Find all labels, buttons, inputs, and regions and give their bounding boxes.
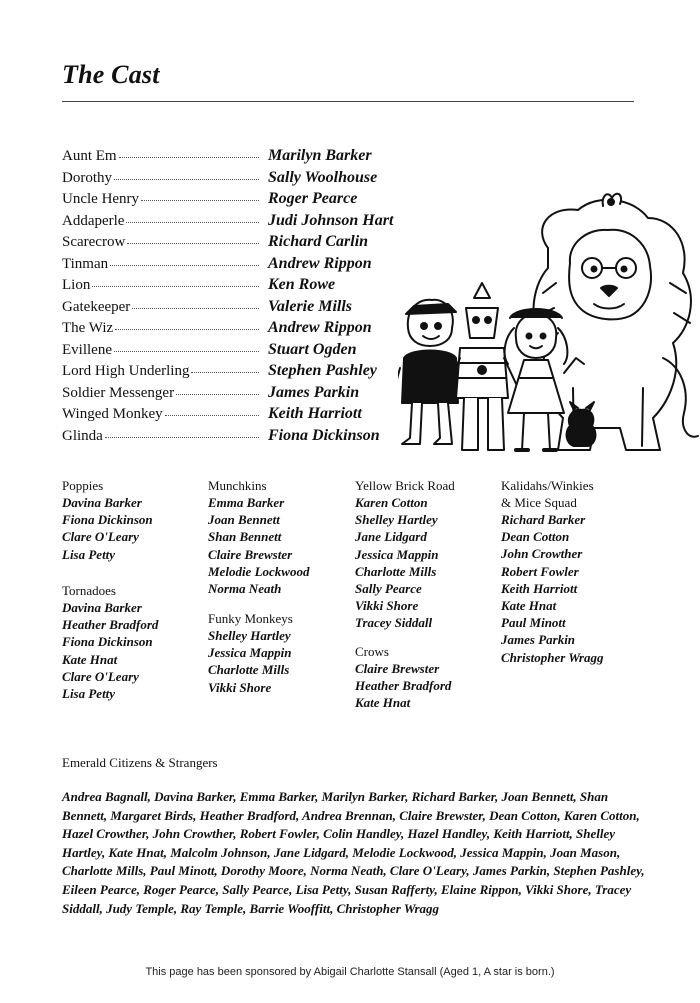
wizard-of-oz-characters-illustration [398, 188, 700, 470]
group-member: Dean Cotton [501, 529, 570, 545]
cast-role: Addaperle [62, 212, 125, 229]
cast-row [62, 298, 393, 320]
group-member: Heather Bradford [62, 617, 159, 633]
group-member: Jane Lidgard [355, 529, 427, 545]
cast-actor: Judi Johnson Hart [268, 211, 394, 229]
group-heading: Crows [355, 644, 389, 659]
cast-role: Soldier Messenger [62, 384, 175, 401]
leader-dots [115, 328, 259, 330]
group-member: John Crowther [501, 546, 583, 562]
group-member: Claire Brewster [208, 546, 293, 562]
leader-dots [126, 221, 259, 223]
group-funky-monkeys [208, 610, 293, 696]
leader-dots [105, 436, 259, 438]
cast-role: Tinman [62, 255, 109, 272]
group-member: Christopher Wragg [501, 649, 604, 665]
cast-actor: Marilyn Barker [268, 147, 372, 164]
leader-dots [114, 178, 259, 180]
group-member: Jessica Mappin [355, 546, 439, 562]
cast-actor: Fiona Dickinson [268, 426, 380, 444]
cast-actor: Ken Rowe [268, 276, 336, 293]
leader-dots [92, 285, 259, 287]
cast-row [62, 384, 393, 406]
group-member: Robert Fowler [501, 563, 579, 579]
group-heading: Tornadoes [62, 583, 116, 598]
group-heading-line2: & Mice Squad [501, 495, 577, 510]
citizens-names: Andrea Bagnall, Davina Barker, Emma Barker, Marilyn Barker, Richard Barker, Joan Bennett, Shan Bennett, Margaret Birds, Heather Bradford, Andrea Brennan, Claire Brewster, Dean Cotton, Karen Cotton, Hazel Crowther, John Crowther, Robert Fowler, Colin Handley, Hazel Handley, Keith Harriott, Shelley Hartley, Kate Hnat, Malcolm Johnson, Jane Lidgard, Melodie Lockwood, Jessica Mappin, Joan Mason, Charlotte Mills, Paul Minott, Dorothy Moore, Norma Neath, Clare O'Leary, James Parkin, Stephen Pashley, Eileen Pearce, Roger Pearce, Sally Pearce, Lisa Petty, Susan Rafferty, Elaine Rippon, Vikki Shore, Tracey Siddall, Judy Temple, Ray Temple, Barrie Wooffitt, Christopher Wragg [62, 789, 645, 916]
leader-dots [141, 199, 259, 201]
cast-role: Winged Monkey [62, 406, 163, 422]
group-heading: Munchkins [208, 478, 267, 493]
cast-row [62, 212, 393, 234]
group-member: Vikki Shore [208, 679, 272, 695]
cast-row [62, 341, 393, 363]
principal-cast-list [62, 147, 393, 448]
group-member: Shelley Hartley [208, 628, 291, 643]
group-member: Shan Bennett [208, 529, 282, 545]
group-member: Kate Hnat [355, 695, 411, 711]
cast-actor: James Parkin [268, 383, 360, 401]
leader-dots [127, 242, 259, 244]
cast-row [62, 405, 393, 427]
cast-role: Lord High Underling [62, 363, 190, 379]
cast-row [62, 276, 393, 298]
cast-actor: Andrew Rippon [268, 319, 372, 336]
group-munchkins [208, 477, 309, 597]
group-member: Davina Barker [62, 495, 142, 510]
group-member: Norma Neath [208, 581, 282, 597]
group-heading: Yellow Brick Road [355, 478, 455, 493]
group-member: Lisa Petty [62, 546, 116, 562]
group-member: Charlotte Mills [355, 563, 437, 579]
group-member: Fiona Dickinson [62, 512, 153, 528]
group-poppies [62, 477, 153, 563]
cast-role: Gatekeeper [62, 298, 131, 315]
group-member: Tracey Siddall [355, 615, 433, 631]
group-member: Richard Barker [501, 512, 586, 527]
page-title: The Cast [62, 60, 160, 89]
cast-row [62, 147, 393, 169]
leader-dots [165, 414, 259, 416]
group-heading: Kalidahs/Winkies [501, 478, 594, 493]
cast-actor: Sally Woolhouse [268, 168, 378, 186]
group-member: Emma Barker [208, 495, 285, 510]
cast-row [62, 362, 393, 384]
cast-actor: Stuart Ogden [268, 340, 357, 358]
cast-role: Uncle Henry [62, 191, 140, 207]
leader-dots [110, 264, 259, 266]
leader-dots [114, 350, 259, 352]
cast-actor: Andrew Rippon [268, 254, 372, 272]
leader-dots [119, 156, 259, 158]
group-heading: Poppies [62, 478, 104, 493]
group-member: Charlotte Mills [208, 662, 290, 678]
cast-actor: Stephen Pashley [268, 362, 377, 379]
group-member: Kate Hnat [62, 651, 118, 667]
cast-row [62, 233, 393, 255]
cast-actor: Keith Harriott [268, 405, 362, 422]
group-tornadoes [62, 582, 158, 702]
group-member: Karen Cotton [355, 495, 428, 510]
group-member: Sally Pearce [355, 581, 422, 597]
cast-role: The Wiz [62, 320, 114, 336]
group-member: Clare O'Leary [62, 668, 139, 684]
group-member: Vikki Shore [355, 598, 419, 614]
cast-row [62, 169, 393, 191]
cast-actor: Valerie Mills [268, 297, 353, 315]
group-member: Keith Harriott [501, 580, 578, 596]
group-member: Lisa Petty [62, 686, 116, 702]
cast-row [62, 255, 393, 277]
group-member: Joan Bennett [208, 512, 280, 528]
cast-role: Dorothy [62, 169, 112, 186]
group-kalidahs-winkies-mice [501, 477, 603, 666]
cast-role: Glinda [62, 427, 103, 444]
group-yellow-brick-road [355, 477, 455, 632]
cast-actor: Richard Carlin [268, 233, 369, 250]
group-member: Kate Hnat [501, 598, 557, 614]
cast-role: Lion [62, 277, 91, 293]
group-member: Davina Barker [62, 600, 142, 615]
group-member: Melodie Lockwood [208, 563, 310, 579]
group-member: Fiona Dickinson [62, 634, 153, 650]
group-member: Clare O'Leary [62, 529, 139, 545]
tinman-figure [448, 283, 518, 450]
cast-role: Aunt Em [62, 148, 117, 164]
cast-role: Evillene [62, 341, 112, 358]
group-member: Claire Brewster [355, 661, 440, 676]
leader-dots [176, 393, 259, 395]
cast-role: Scarecrow [62, 234, 126, 250]
cast-row [62, 190, 393, 212]
group-crows [355, 643, 451, 712]
group-member: Shelley Hartley [355, 512, 438, 528]
group-member: Jessica Mappin [208, 645, 292, 661]
group-member: Heather Bradford [355, 678, 452, 694]
cast-row [62, 319, 393, 341]
cast-row [62, 427, 393, 449]
leader-dots [132, 307, 259, 309]
group-member: James Parkin [501, 632, 576, 648]
cast-actor: Roger Pearce [268, 190, 358, 207]
citizens-heading: Emerald Citizens & Strangers [62, 755, 218, 770]
title-divider [62, 101, 634, 102]
group-heading: Funky Monkeys [208, 611, 293, 626]
sponsor-footer: This page has been sponsored by Abigail Charlotte Stansall (Aged 1, A star is born.) [145, 966, 555, 978]
leader-dots [191, 371, 259, 373]
group-member: Paul Minott [501, 615, 566, 631]
